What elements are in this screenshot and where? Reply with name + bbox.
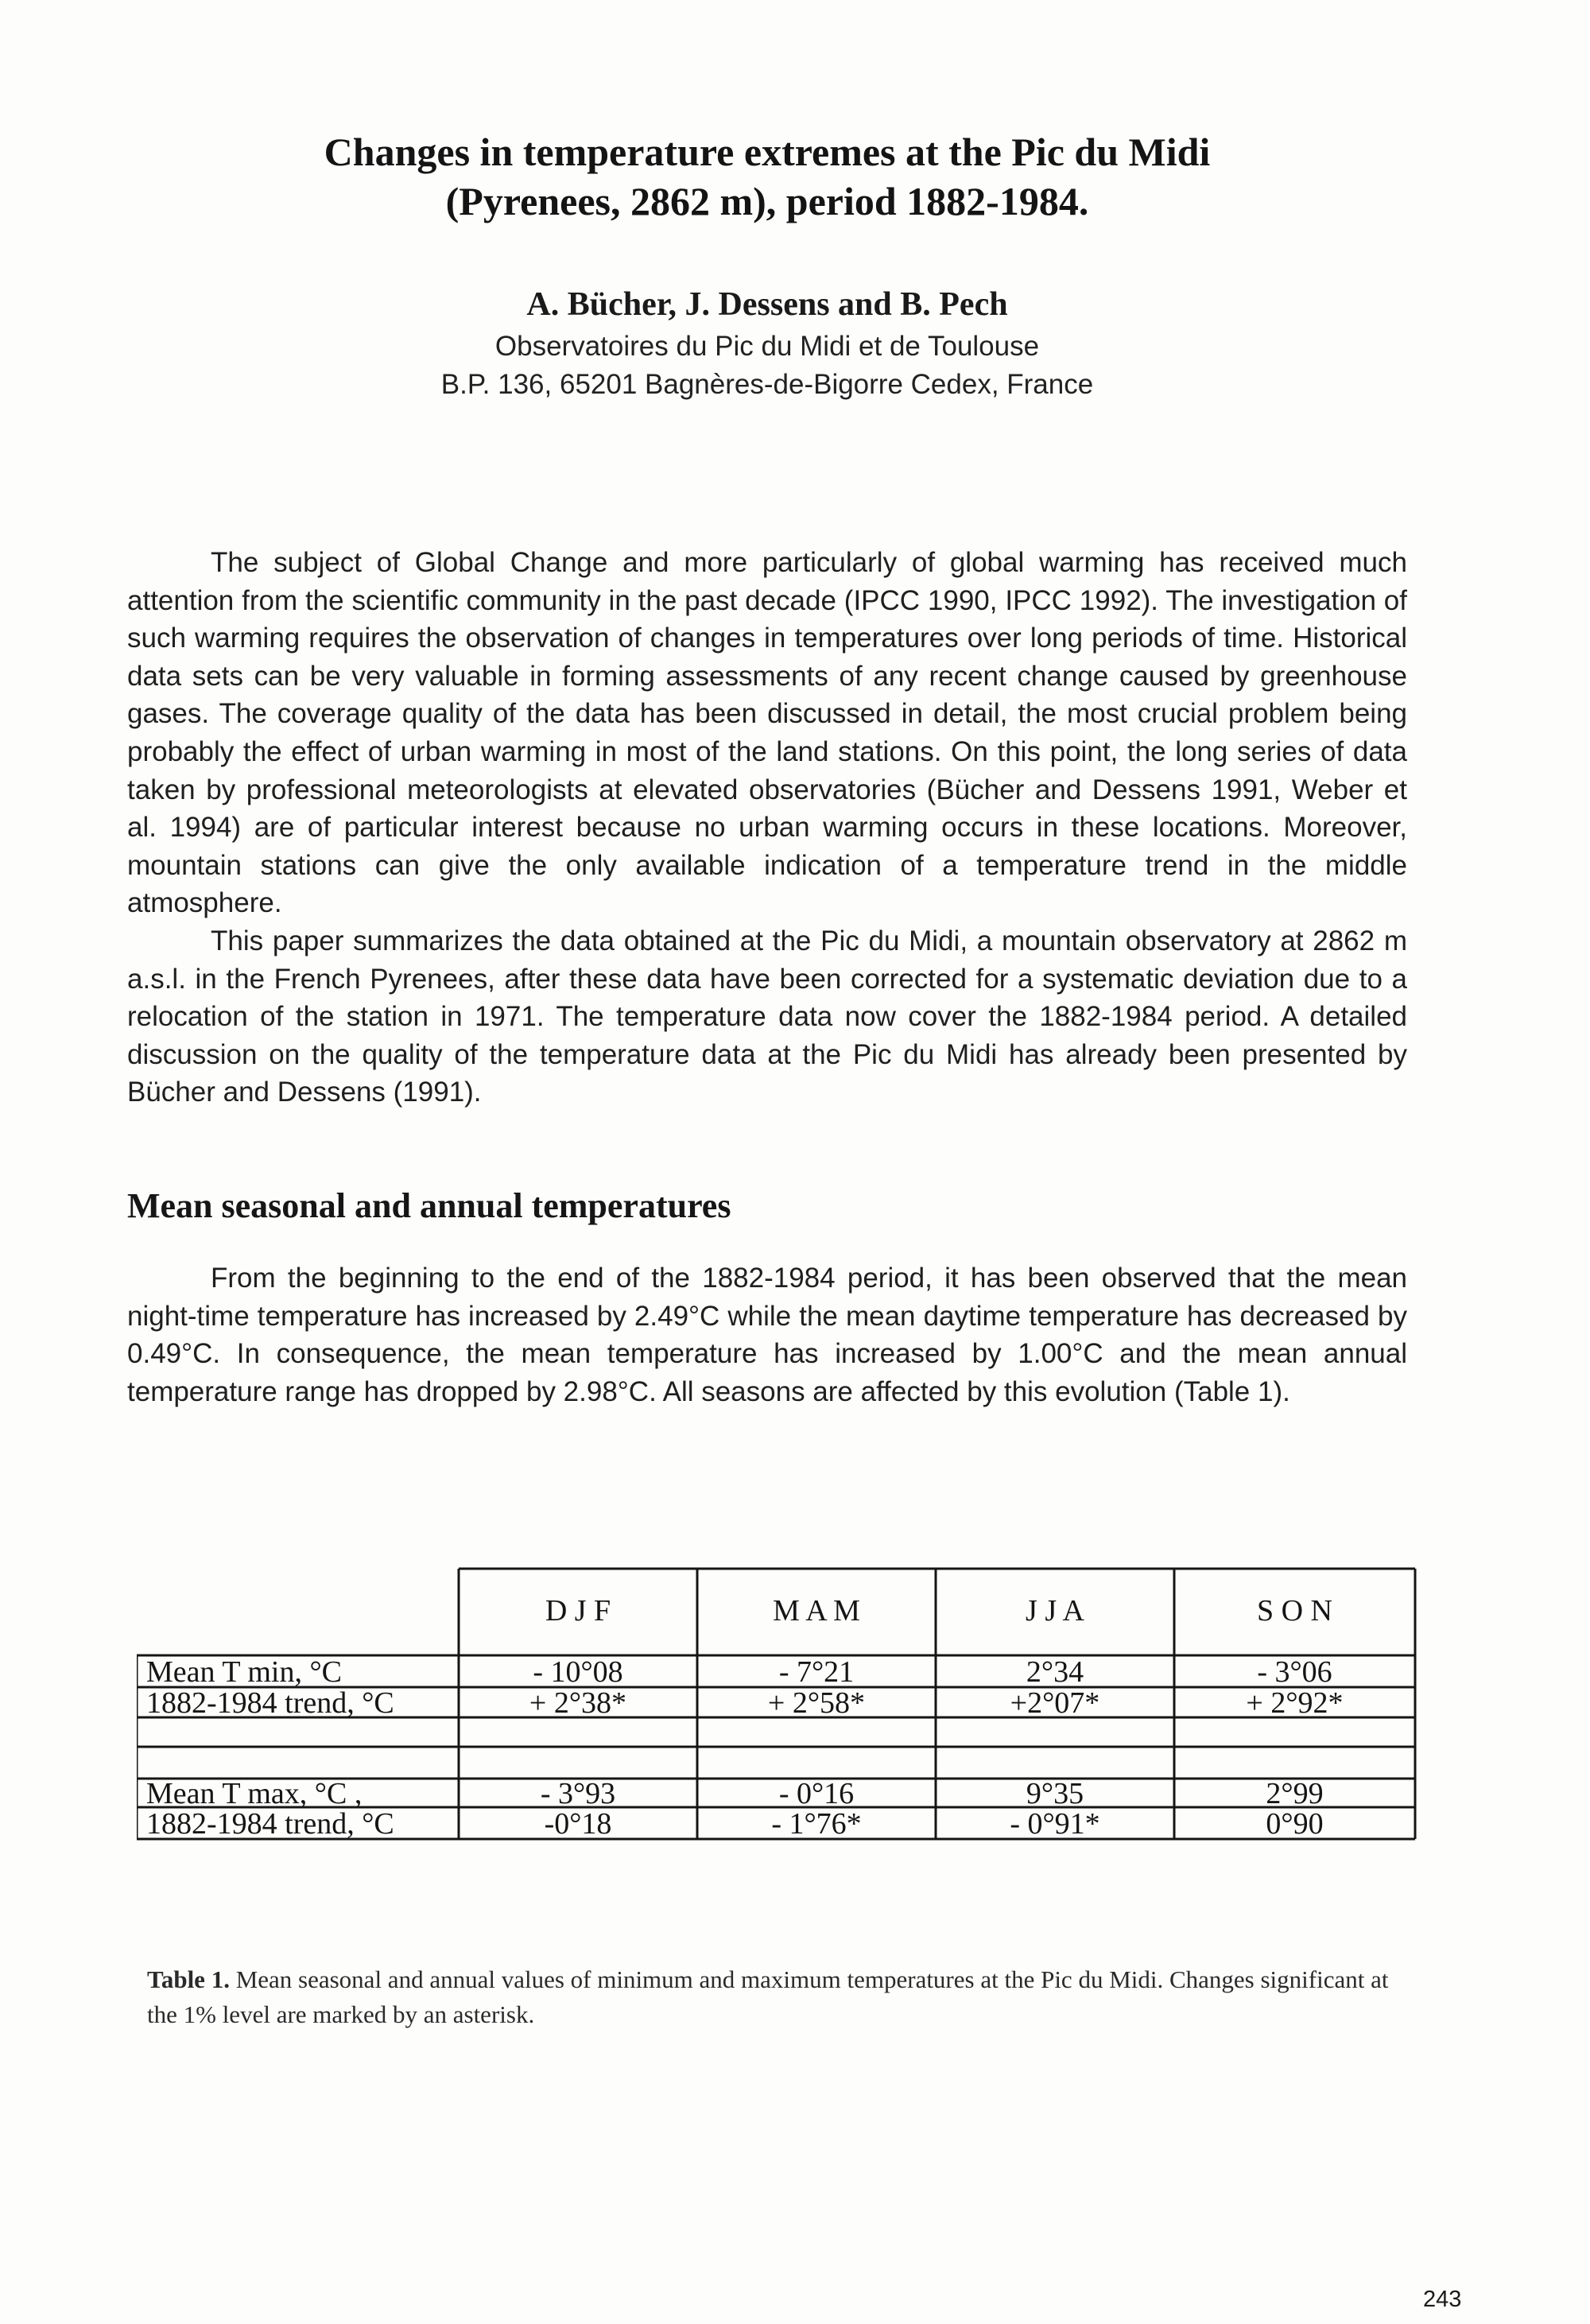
table-cell: -0°18 bbox=[544, 1807, 612, 1841]
temperature-table bbox=[137, 1566, 1417, 1876]
table-cell: - 7°21 bbox=[778, 1655, 855, 1689]
table-row-label: 1882-1984 trend, °C bbox=[146, 1686, 394, 1720]
temperature-table-grid bbox=[137, 1566, 1417, 1876]
affiliation-line-2: B.P. 136, 65201 Bagnères-de-Bigorre Cedex, France bbox=[440, 369, 1094, 400]
intro-paragraph-1: The subject of Global Change and more particularly of global warming has received much attention from the scientific community in the past decade (IPCC 1990, IPCC 1992). The investigation of such warming requires the observation of changes in temperatures over long periods of time. Historical data sets can be very valuable in forming assessments of any recent change caused by greenhouse gases. The coverage quality of the data has been discussed in detail, the most crucial problem being probably the effect of urban warming in most of the land stations. On this point, the long series of data taken by professional meteorologists at elevated observatories (Bücher and Dessens 1991, Weber et al. 1994) are of particular interest because no urban warming occurs in these locations. Moreover, mountain stations can give the only available indication of a temperature trend in the middle atmosphere. bbox=[127, 547, 1407, 919]
title-line-2: (Pyrenees, 2862 m), period 1882-1984. bbox=[445, 179, 1089, 223]
page-number: 243 bbox=[1423, 2287, 1462, 2312]
table-header-cell: J J A bbox=[1026, 1594, 1084, 1628]
title-line-1: Changes in temperature extremes at the Pic du Midi bbox=[324, 130, 1211, 174]
caption-text: Mean seasonal and annual values of minimum and maximum temperatures at the Pic du Midi. Changes significant at the 1% level are marked by an asterisk. bbox=[147, 1965, 1389, 2028]
table-cell: 2°34 bbox=[1026, 1655, 1084, 1689]
table-row-label: Mean T min, °C bbox=[146, 1655, 343, 1689]
paper-title bbox=[199, 127, 1336, 226]
table-header-cell: S O N bbox=[1256, 1594, 1333, 1628]
caption-label: Table 1. bbox=[147, 1965, 230, 1993]
section-heading: Mean seasonal and annual temperatures bbox=[127, 1186, 731, 1225]
table-cell: + 2°38* bbox=[529, 1686, 627, 1720]
table-cell: - 3°06 bbox=[1257, 1655, 1332, 1689]
section-paragraph: From the beginning to the end of the 1882-1984 period, it has been observed that the mean night-time temperature has increased by 2.49°C while the mean daytime temperature has decreased by 0.49°C. In consequence, the mean temperature has increased by 1.00°C and the mean annual temperature range has dropped by 2.98°C. All seasons are affected by this evolution (Table 1). bbox=[127, 1263, 1407, 1407]
table-cell: +2°07* bbox=[1010, 1686, 1100, 1720]
table-cell: 2°99 bbox=[1266, 1777, 1324, 1810]
table-cell: - 10°08 bbox=[533, 1655, 623, 1689]
affiliation-line-1: Observatoires du Pic du Midi et de Toulouse bbox=[494, 331, 1040, 362]
table-caption bbox=[147, 1962, 1419, 2032]
table-header-cell: D J F bbox=[545, 1594, 611, 1628]
section-text bbox=[127, 1259, 1407, 1410]
table-cell: 0°90 bbox=[1266, 1807, 1324, 1841]
table-cell: - 0°91* bbox=[1010, 1807, 1100, 1841]
table-cell: + 2°92* bbox=[1246, 1686, 1344, 1720]
table-row-label: Mean T max, °C , bbox=[146, 1777, 363, 1810]
table-cell: - 1°76* bbox=[771, 1807, 862, 1841]
table-cell: - 0°16 bbox=[778, 1777, 855, 1810]
table-cell: 9°35 bbox=[1026, 1777, 1084, 1810]
authors: A. Bücher, J. Dessens and B. Pech bbox=[526, 286, 1008, 323]
table-cell: + 2°58* bbox=[767, 1686, 866, 1720]
table-cell: - 3°93 bbox=[540, 1777, 616, 1810]
table-header-cell: M A M bbox=[773, 1594, 860, 1628]
intro-text bbox=[127, 544, 1407, 1112]
table-row-label: 1882-1984 trend, °C bbox=[146, 1807, 394, 1841]
intro-paragraph-2: This paper summarizes the data obtained at the Pic du Midi, a mountain observatory at 2862 m a.s.l. in the French Pyrenees, after these data have been corrected for a systematic deviation due to a relocation of the station in 1971. The temperature data now cover the 1882-1984 period. A detailed discussion on the quality of the temperature data at the Pic du Midi has already been presented by Bücher and Dessens (1991). bbox=[127, 925, 1407, 1108]
